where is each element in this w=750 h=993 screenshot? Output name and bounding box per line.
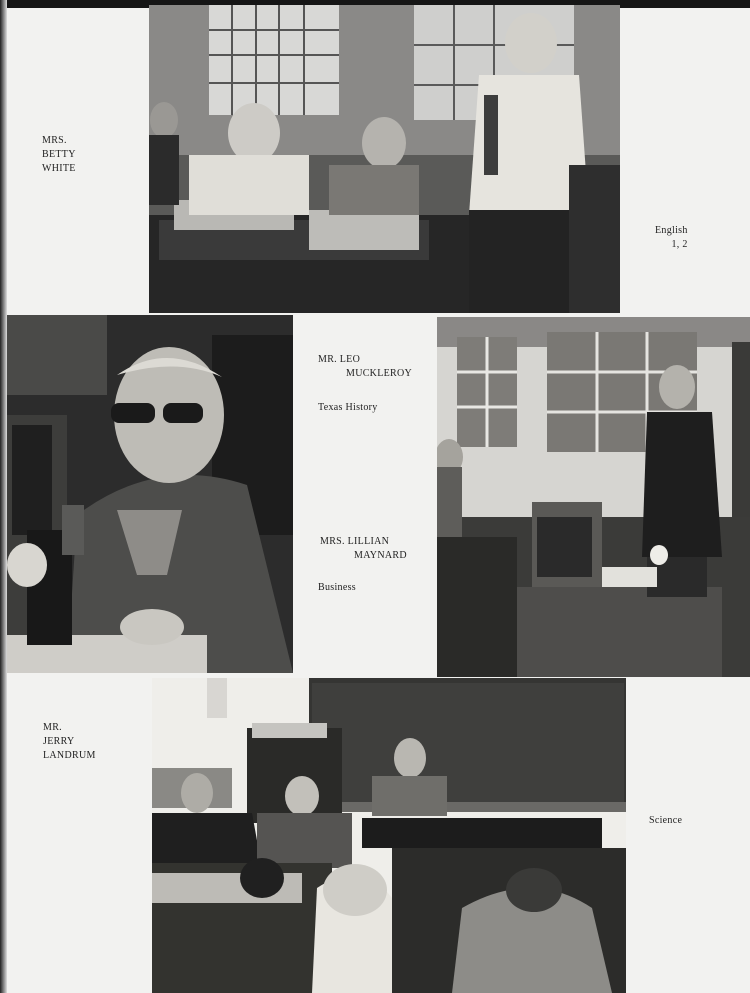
business-classroom-photo [437,317,750,677]
caption-line: MRS. [42,135,67,146]
caption-line: English [655,225,688,236]
white-name-caption [42,134,76,176]
caption-line: MR. [43,722,62,733]
science-classroom-photo [152,678,626,993]
caption-line: MR. LEO [318,354,361,365]
caption-line: LANDRUM [43,750,96,761]
caption-line: 1, 2 [671,239,688,250]
caption-line: MAYNARD [354,550,407,561]
muckleroy-portrait-photo [7,315,293,673]
muckleroy-name-caption [318,353,412,381]
caption-line: Science [649,815,683,826]
caption-line: MRS. LILLIAN [320,536,390,547]
maynard-name-caption [320,535,407,563]
caption-line: WHITE [42,163,76,174]
caption-line: JERRY [43,736,75,747]
white-subject-caption [655,224,688,252]
landrum-name-caption [43,721,96,763]
maynard-subject-caption [318,581,356,595]
landrum-subject-caption [649,814,682,828]
caption-line: MUCKLEROY [346,368,413,379]
caption-line: Business [318,582,356,593]
caption-line: Texas History [318,402,378,413]
caption-line: BETTY [42,149,76,160]
muckleroy-subject-caption [318,401,378,415]
page-left-edge [0,0,7,993]
english-classroom-photo [149,5,620,313]
